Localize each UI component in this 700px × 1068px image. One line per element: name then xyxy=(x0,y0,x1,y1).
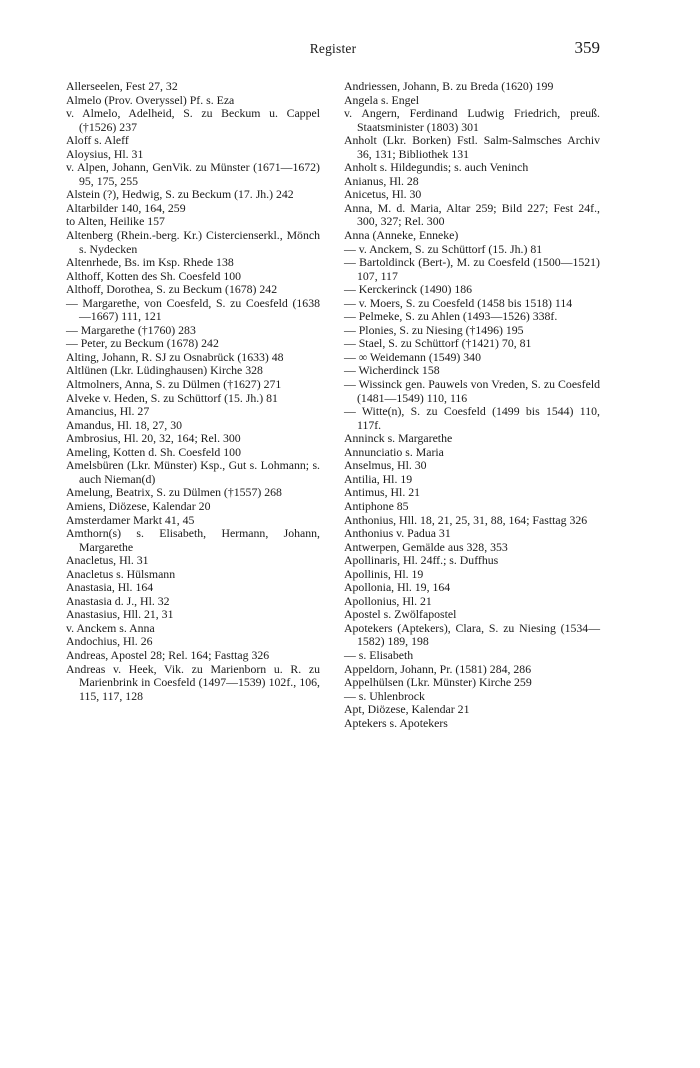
index-entry: — Pelmeke, S. zu Ahlen (1493—1526) 338f. xyxy=(344,309,558,324)
index-entry: Antilia, Hl. 19 xyxy=(344,471,413,486)
index-entry: Altarbilder 140, 164, 259 xyxy=(66,200,186,215)
index-entry: Alveke v. Heden, S. zu Schüttorf (15. Jh.) 81 xyxy=(66,390,278,405)
index-entry: Anna, M. d. Maria, Altar 259; Bild 227; Fest 24f., 300, 327; Rel. 300 xyxy=(344,200,600,229)
index-entry: — s. Elisabeth xyxy=(344,647,414,662)
index-entry: Annunciatio s. Maria xyxy=(344,444,444,459)
index-entry: — Wissinck gen. Pauwels von Vreden, S. zu Coesfeld (1481—1549) 110, 116 xyxy=(344,377,600,405)
index-entry: — ∞ Weidemann (1549) 340 xyxy=(344,349,481,364)
index-entry: Anacletus s. Hülsmann xyxy=(66,566,176,581)
index-entry: — Peter, zu Beckum (1678) 242 xyxy=(66,336,219,351)
index-entry: Anicetus, Hl. 30 xyxy=(344,187,422,202)
index-entry: Andochius, Hl. 26 xyxy=(66,634,153,649)
index-entry: — Bartoldinck (Bert-), M. zu Coesfeld (1500—1521) 107, 117 xyxy=(344,255,600,283)
index-entry: Amiens, Diözese, Kalendar 20 xyxy=(66,498,211,513)
index-entry: Amelung, Beatrix, S. zu Dülmen (†1557) 268 xyxy=(66,485,282,500)
index-entry: Amsterdamer Markt 41, 45 xyxy=(66,512,195,527)
index-entry: Aloff s. Aleff xyxy=(66,133,129,148)
index-entry: v. Angern, Ferdinand Ludwig Friedrich, preuß. Staatsminister (1803) 301 xyxy=(344,106,600,134)
index-entry: Amandus, Hl. 18, 27, 30 xyxy=(66,417,182,432)
index-entry: — Witte(n), S. zu Coesfeld (1499 bis 1544) 110, 117f. xyxy=(344,404,600,432)
index-entry: v. Almelo, Adelheid, S. zu Beckum u. Cappel (†1526) 237 xyxy=(66,106,320,134)
index-entry: Aptekers s. Apotekers xyxy=(344,715,448,730)
index-entry: Antwerpen, Gemälde aus 328, 353 xyxy=(344,539,508,554)
index-entry: Anholt s. Hildegundis; s. auch Veninch xyxy=(344,160,529,175)
index-entry: Andreas, Apostel 28; Rel. 164; Fasttag 326 xyxy=(66,647,270,662)
index-entry: Amthorn(s) s. Elisabeth, Hermann, Johann, Margarethe xyxy=(66,526,320,554)
index-entry: Altlünen (Lkr. Lüdinghausen) Kirche 328 xyxy=(66,363,263,378)
index-entry: Anianus, Hl. 28 xyxy=(344,173,419,188)
index-entry: Anselmus, Hl. 30 xyxy=(344,458,427,473)
index-entry: Apollinaris, Hl. 24ff.; s. Duffhus xyxy=(344,553,499,568)
index-entry: Apostel s. Zwölfapostel xyxy=(344,607,457,622)
index-entry: Antimus, Hl. 21 xyxy=(344,485,421,500)
index-entry: Anthonius v. Padua 31 xyxy=(344,526,451,541)
index-entry: Anastasius, Hll. 21, 31 xyxy=(66,607,174,622)
index-entry: Althoff, Kotten des Sh. Coesfeld 100 xyxy=(66,268,242,283)
index-entry: Amancius, Hl. 27 xyxy=(66,404,150,419)
index-entry: — Wicherdinck 158 xyxy=(344,363,440,378)
index-entry: Apollinis, Hl. 19 xyxy=(344,566,424,581)
index-entry: Aloysius, Hl. 31 xyxy=(66,146,144,161)
index-entry: Allerseelen, Fest 27, 32 xyxy=(66,79,178,93)
index-entry: Appelhülsen (Lkr. Münster) Kirche 259 xyxy=(344,675,532,690)
index-entry: Anholt (Lkr. Borken) Fstl. Salm-Salmsches Archiv 36, 131; Bibliothek 131 xyxy=(344,133,600,161)
index-entry: Amelsbüren (Lkr. Münster) Ksp., Gut s. Lohmann; s. auch Nieman(d) xyxy=(66,458,320,486)
index-entry: Alting, Johann, R. SJ zu Osnabrück (1633) 48 xyxy=(66,349,284,364)
index-entry: Ameling, Kotten d. Sh. Coesfeld 100 xyxy=(66,444,241,459)
index-entry: Andriessen, Johann, B. zu Breda (1620) 199 xyxy=(344,79,554,93)
index-entry: Altenrhede, Bs. im Ksp. Rhede 138 xyxy=(66,255,234,270)
index-entry: — s. Uhlenbrock xyxy=(344,688,425,703)
index-entry: Anastasia d. J., Hl. 32 xyxy=(66,593,170,608)
index-entry: Ambrosius, Hl. 20, 32, 164; Rel. 300 xyxy=(66,431,241,446)
index-entry: Andreas v. Heek, Vik. zu Marienborn u. R. zu Marienbrink in Coesfeld (1497—1539) 102f., 106, 115, 117, 128 xyxy=(66,661,320,703)
index-entry: — Stael, S. zu Schüttorf (†1421) 70, 81 xyxy=(344,336,532,351)
index-entry: v. Alpen, Johann, GenVik. zu Münster (1671—1672) 95, 175, 255 xyxy=(66,160,320,188)
index-entry: Altmolners, Anna, S. zu Dülmen (†1627) 271 xyxy=(66,377,282,392)
index-entry: — Kerckerinck (1490) 186 xyxy=(344,282,473,297)
index-entry: — Plonies, S. zu Niesing (†1496) 195 xyxy=(344,322,524,337)
index-column-right xyxy=(344,80,600,730)
index-entry: Althoff, Dorothea, S. zu Beckum (1678) 242 xyxy=(66,282,278,297)
index-entry: Almelo (Prov. Overyssel) Pf. s. Eza xyxy=(66,92,235,107)
index-entry: Anastasia, Hl. 164 xyxy=(66,580,154,595)
index-entry: — v. Moers, S. zu Coesfeld (1458 bis 1518) 114 xyxy=(344,295,573,310)
index-entry: v. Anckem s. Anna xyxy=(66,620,155,635)
index-entry: Anninck s. Margarethe xyxy=(344,431,453,446)
index-entry: Apt, Diözese, Kalendar 21 xyxy=(344,702,470,717)
index-entry: Angela s. Engel xyxy=(344,92,420,107)
page-number: 359 xyxy=(574,38,600,57)
index-entry: Apollonius, Hl. 21 xyxy=(344,593,432,608)
index-entry: Apollonia, Hl. 19, 164 xyxy=(344,580,451,595)
index-entry: Anacletus, Hl. 31 xyxy=(66,553,149,568)
index-entry: Antiphone 85 xyxy=(344,498,409,513)
index-entry: — v. Anckem, S. zu Schüttorf (15. Jh.) 81 xyxy=(344,241,543,256)
index-column-left xyxy=(66,80,320,703)
running-header xyxy=(66,38,600,60)
index-entry: Anthonius, Hll. 18, 21, 25, 31, 88, 164; Fasttag 326 xyxy=(344,512,588,527)
index-entry: Apotekers (Aptekers), Clara, S. zu Niesing (1534—1582) 189, 198 xyxy=(344,620,600,649)
index-entry: — Margarethe (†1760) 283 xyxy=(66,322,196,337)
index-entry: Altenberg (Rhein.-berg. Kr.) Cistercienserkl., Mönch s. Nydecken xyxy=(66,228,320,256)
running-title: Register xyxy=(309,41,357,56)
index-entry: Appeldorn, Johann, Pr. (1581) 284, 286 xyxy=(344,661,532,676)
index-entry: Alstein (?), Hedwig, S. zu Beckum (17. Jh.) 242 xyxy=(66,187,294,202)
index-entry: — Margarethe, von Coesfeld, S. zu Coesfeld (1638—1667) 111, 121 xyxy=(66,295,320,324)
index-entry: Anna (Anneke, Enneke) xyxy=(344,228,459,243)
index-entry: to Alten, Heilike 157 xyxy=(66,214,165,229)
